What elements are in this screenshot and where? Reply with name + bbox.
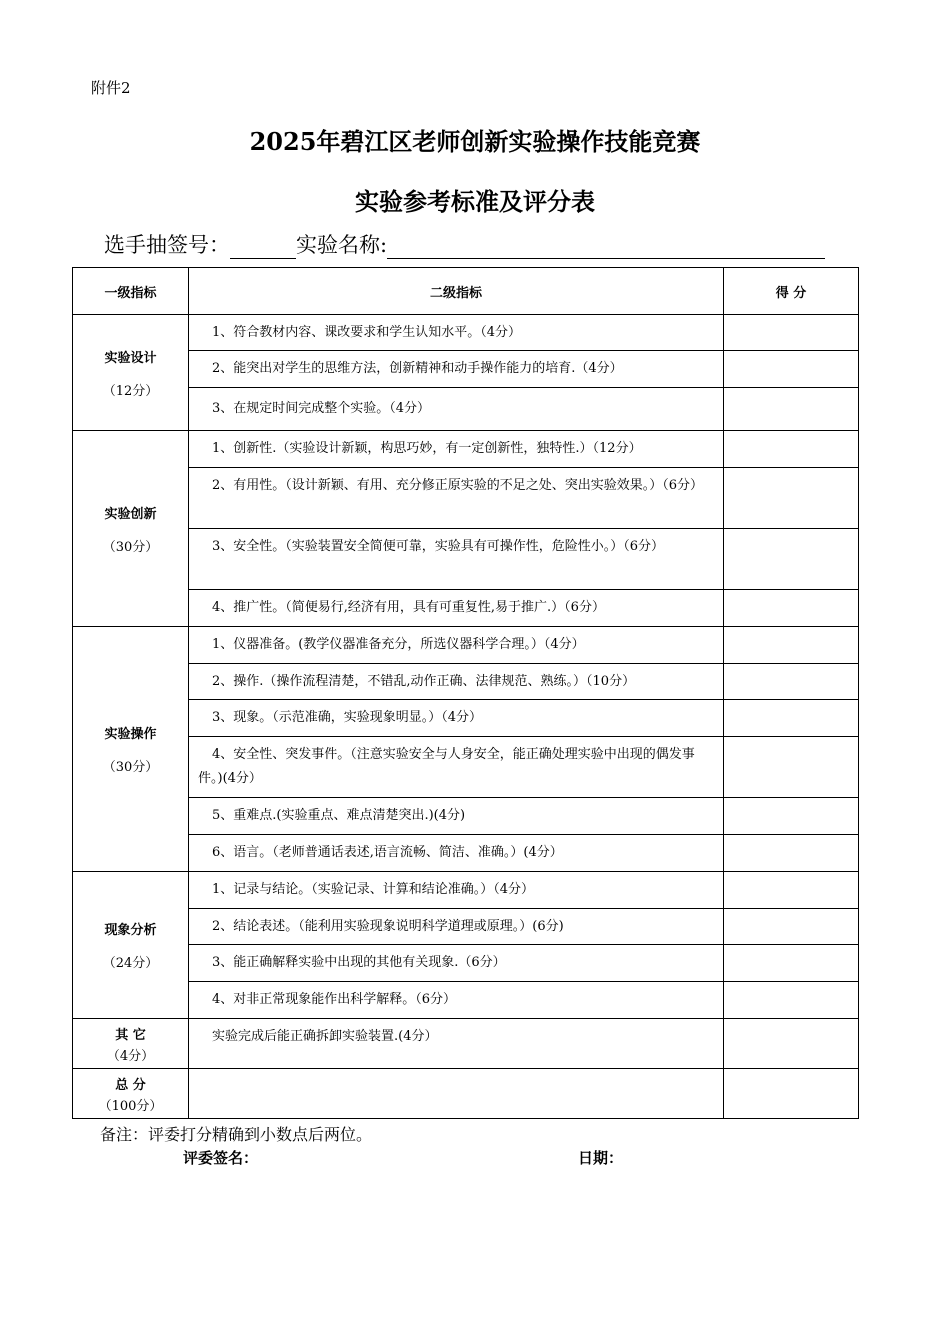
criterion-text: 2、有用性。（设计新颖、有用、充分修正原实验的不足之处、突出实验效果。）（6分） bbox=[212, 478, 704, 493]
category-cell bbox=[73, 627, 189, 872]
criterion-cell bbox=[189, 664, 724, 700]
criterion-text: 2、能突出对学生的思维方法，创新精神和动手操作能力的培育.（4分） bbox=[212, 361, 623, 376]
attachment-label: 附件2 bbox=[91, 79, 131, 97]
category-points: （30分） bbox=[102, 760, 159, 775]
criterion-text: 3、现象。（示范准确，实验现象明显。）（4分） bbox=[212, 710, 483, 725]
criterion-text: 2、操作.（操作流程清楚，不错乱,动作正确、法律规范、熟练。）（10分） bbox=[212, 674, 636, 689]
criterion-text: 5、重难点.(实验重点、难点清楚突出.)(4分) bbox=[212, 808, 466, 823]
contestant-fields bbox=[104, 229, 825, 259]
score-input-cell[interactable] bbox=[724, 1019, 859, 1069]
score-input-cell[interactable] bbox=[724, 737, 859, 798]
criterion-text: 3、能正确解释实验中出现的其他有关现象.（6分） bbox=[212, 955, 506, 970]
table-row bbox=[73, 664, 859, 700]
judge-signature-label: 评委签名： bbox=[183, 1149, 259, 1167]
criterion-cell bbox=[189, 700, 724, 737]
criterion-cell bbox=[189, 982, 724, 1019]
score-input-cell[interactable] bbox=[724, 909, 859, 945]
experiment-name-label: 实验名称: bbox=[296, 233, 388, 257]
experiment-name-blank[interactable] bbox=[387, 234, 825, 259]
page-subtitle: 实验参考标准及评分表 bbox=[355, 187, 595, 216]
criterion-text: 3、在规定时间完成整个实验。（4分） bbox=[212, 401, 431, 416]
table-row bbox=[73, 700, 859, 737]
criterion-cell bbox=[189, 529, 724, 590]
page-title: 2025年碧江区老师创新实验操作技能竞赛 bbox=[249, 127, 701, 156]
category-points: （30分） bbox=[102, 539, 159, 555]
score-input-cell[interactable] bbox=[724, 700, 859, 737]
date-label: 日期： bbox=[578, 1149, 624, 1167]
table-row bbox=[73, 872, 859, 909]
criterion-text: 实验完成后能正确拆卸实验装置.(4分） bbox=[212, 1029, 438, 1044]
table-row bbox=[73, 468, 859, 529]
category-name: 总 分 bbox=[115, 1077, 146, 1093]
table-header-row bbox=[73, 268, 859, 315]
criterion-cell bbox=[189, 431, 724, 468]
criterion-cell bbox=[189, 351, 724, 388]
score-input-cell[interactable] bbox=[724, 351, 859, 388]
criterion-cell bbox=[189, 468, 724, 529]
score-input-cell[interactable] bbox=[724, 468, 859, 529]
criterion-cell bbox=[189, 388, 724, 431]
criterion-text: 1、符合教材内容、课改要求和学生认知水平。（4分） bbox=[212, 325, 522, 340]
criterion-text: 3、安全性。（实验装置安全简便可靠，实验具有可操作性，危险性小。）（6分） bbox=[212, 539, 665, 554]
category-name: 实验操作 bbox=[104, 727, 157, 742]
category-points: （24分） bbox=[102, 956, 159, 971]
score-input-cell[interactable] bbox=[724, 835, 859, 872]
table-row bbox=[73, 529, 859, 590]
category-cell bbox=[73, 1019, 189, 1069]
score-input-cell[interactable] bbox=[724, 431, 859, 468]
category-name: 实验创新 bbox=[104, 506, 157, 522]
table-row bbox=[73, 351, 859, 388]
score-input-cell[interactable] bbox=[724, 388, 859, 431]
table-row bbox=[73, 1019, 859, 1069]
table-row bbox=[73, 982, 859, 1019]
footnote: 备注：评委打分精确到小数点后两位。 bbox=[100, 1125, 373, 1144]
criterion-cell bbox=[189, 1069, 724, 1119]
category-name: 实验设计 bbox=[104, 350, 157, 366]
criterion-text: 2、结论表述。（能利用实验现象说明科学道理或原理。）(6分) bbox=[212, 919, 564, 934]
header-level2: 二级指标 bbox=[189, 268, 724, 315]
criterion-cell bbox=[189, 909, 724, 945]
criterion-cell bbox=[189, 627, 724, 664]
score-input-cell[interactable] bbox=[724, 945, 859, 982]
table-row bbox=[73, 945, 859, 982]
criterion-text: 4、对非正常现象能作出科学解释。（6分） bbox=[212, 992, 457, 1007]
table-row bbox=[73, 909, 859, 945]
header-level1: 一级指标 bbox=[73, 268, 189, 315]
category-points: （100分） bbox=[98, 1098, 163, 1114]
table-row bbox=[73, 1069, 859, 1119]
criterion-text: 6、语言。（老师普通话表述,语言流畅、简洁、准确。）(4分） bbox=[212, 845, 563, 860]
table-row bbox=[73, 737, 859, 798]
table-row bbox=[73, 315, 859, 351]
table-row bbox=[73, 431, 859, 468]
score-input-cell[interactable] bbox=[724, 872, 859, 909]
category-cell bbox=[73, 872, 189, 1019]
criterion-cell bbox=[189, 737, 724, 798]
category-points: （12分） bbox=[102, 383, 159, 399]
table-row bbox=[73, 590, 859, 627]
score-table bbox=[72, 267, 859, 1119]
header-score: 得 分 bbox=[724, 268, 859, 315]
category-cell bbox=[73, 315, 189, 431]
criterion-text: 4、安全性、突发事件。（注意实验安全与人身安全，能正确处理实验中出现的偶发事件。)(4分） bbox=[198, 747, 695, 786]
criterion-text: 4、推广性。（简便易行,经济有用，具有可重复性,易于推广.）（6分） bbox=[212, 600, 605, 615]
score-input-cell[interactable] bbox=[724, 590, 859, 627]
score-input-cell[interactable] bbox=[724, 315, 859, 351]
score-input-cell[interactable] bbox=[724, 798, 859, 835]
category-name: 现象分析 bbox=[104, 923, 157, 938]
score-input-cell[interactable] bbox=[724, 982, 859, 1019]
category-points: （4分） bbox=[106, 1048, 155, 1064]
score-input-cell[interactable] bbox=[724, 529, 859, 590]
score-input-cell[interactable] bbox=[724, 664, 859, 700]
criterion-text: 1、仪器准备。(教学仪器准备充分，所选仪器科学合理。）（4分） bbox=[212, 637, 585, 652]
category-cell bbox=[73, 1069, 189, 1119]
criterion-cell bbox=[189, 945, 724, 982]
draw-number-label: 选手抽签号： bbox=[104, 233, 230, 257]
criterion-cell bbox=[189, 1019, 724, 1069]
category-cell bbox=[73, 431, 189, 627]
draw-number-blank[interactable] bbox=[230, 234, 296, 259]
score-input-cell[interactable] bbox=[724, 627, 859, 664]
table-row bbox=[73, 388, 859, 431]
total-score-cell[interactable] bbox=[724, 1069, 859, 1119]
criterion-cell bbox=[189, 872, 724, 909]
criterion-cell bbox=[189, 798, 724, 835]
criterion-text: 1、记录与结论。（实验记录、计算和结论准确。）（4分） bbox=[212, 882, 535, 897]
table-row bbox=[73, 835, 859, 872]
criterion-cell bbox=[189, 835, 724, 872]
table-row bbox=[73, 798, 859, 835]
table-row bbox=[73, 627, 859, 664]
criterion-cell bbox=[189, 315, 724, 351]
criterion-text: 1、创新性.（实验设计新颖，构思巧妙，有一定创新性，独特性.）（12分） bbox=[212, 441, 642, 456]
criterion-cell bbox=[189, 590, 724, 627]
category-name: 其 它 bbox=[115, 1027, 146, 1043]
